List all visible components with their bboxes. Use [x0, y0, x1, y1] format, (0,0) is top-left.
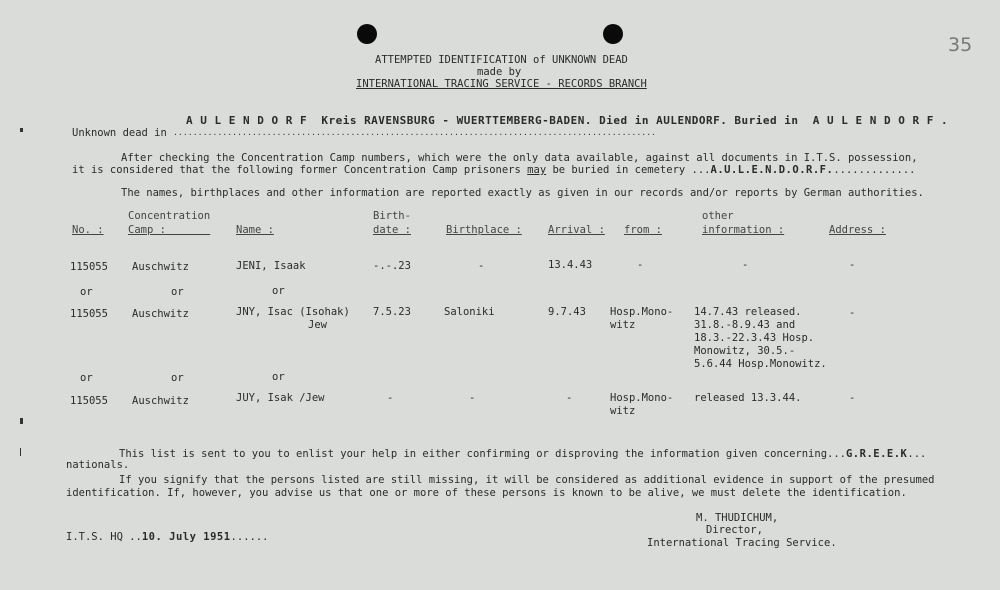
- punch-hole-left: [357, 24, 377, 44]
- unknown-dead-dots: ..................................................................................................: [173, 127, 657, 137]
- col-header-name: Name :: [236, 224, 274, 236]
- row-other: -: [742, 259, 749, 271]
- or-label: or: [171, 286, 184, 298]
- row-address: -: [849, 259, 856, 271]
- col-header-from: from :: [624, 224, 662, 236]
- row-other: released 13.3.44.: [694, 392, 802, 404]
- row-from: Hosp.Mono-: [610, 392, 674, 404]
- row-birthdate: 7.5.23: [373, 306, 411, 318]
- intro-line-2: it is considered that the following former Concentration Camp prisoners may be buried in cemetery ...A.U.L.E.N.D.O.R.F..............: [72, 164, 916, 176]
- its-hq-date: I.T.S. HQ ..10. July 1951......: [66, 531, 269, 543]
- row-other-2: 31.8.-8.9.43 and: [694, 319, 796, 331]
- row-camp: Auschwitz: [132, 308, 189, 320]
- row-other-3: 18.3.-22.3.43 Hosp.: [694, 332, 815, 344]
- row-from-2: witz: [610, 319, 636, 331]
- col-header-birth-top: Birth-: [373, 210, 411, 222]
- signature-organization: International Tracing Service.: [647, 537, 837, 549]
- row-name: JNY, Isac (Isohak): [236, 306, 350, 318]
- unknown-dead-label: Unknown dead in: [72, 127, 167, 139]
- row-from: -: [637, 259, 644, 271]
- header-organization: INTERNATIONAL TRACING SERVICE - RECORDS BRANCH: [356, 78, 647, 90]
- header-made-by: made by: [477, 66, 522, 78]
- row-birthdate: -: [387, 392, 394, 404]
- unknown-dead-location: A U L E N D O R F Kreis RAVENSBURG - WUERTTEMBERG-BADEN. Died in AULENDORF. Buried in A U L E N D O R F .: [186, 114, 949, 127]
- page-number: 35: [948, 34, 973, 56]
- row-other-5: 5.6.44 Hosp.Monowitz.: [694, 358, 827, 370]
- col-header-camp: Camp :: [128, 224, 166, 236]
- row-camp: Auschwitz: [132, 261, 189, 273]
- col-header-address: Address :: [829, 224, 886, 236]
- row-other: 14.7.43 released.: [694, 306, 802, 318]
- row-address: -: [849, 307, 856, 319]
- row-birthdate: -.-.23: [373, 260, 411, 272]
- margin-mark: [20, 128, 23, 132]
- row-no: 115055: [70, 395, 108, 407]
- row-camp: Auschwitz: [132, 395, 189, 407]
- col-header-birthplace: Birthplace :: [446, 224, 522, 236]
- col-header-other-top: other: [702, 210, 734, 222]
- header-title: ATTEMPTED IDENTIFICATION of UNKNOWN DEAD: [375, 54, 628, 66]
- signature-name: M. THUDICHUM,: [696, 512, 779, 524]
- row-birthplace: -: [478, 260, 485, 272]
- col-header-arrival: Arrival :: [548, 224, 605, 236]
- col-header-other: information :: [702, 224, 785, 236]
- row-arrival: 13.4.43: [548, 259, 593, 271]
- footer-para-1-line-2: nationals.: [66, 459, 130, 471]
- intro-line-3: The names, birthplaces and other information are reported exactly as given in our records and/or reports by German authorities.: [121, 187, 924, 199]
- row-name-2: Jew: [308, 319, 327, 331]
- signature-title: Director,: [706, 524, 763, 536]
- margin-mark: [20, 448, 21, 456]
- row-other-4: Monowitz, 30.5.-: [694, 345, 796, 357]
- punch-hole-right: [603, 24, 623, 44]
- row-from-2: witz: [610, 405, 636, 417]
- col-header-no: No. :: [72, 224, 104, 236]
- row-arrival: 9.7.43: [548, 306, 586, 318]
- row-no: 115055: [70, 261, 108, 273]
- row-no: 115055: [70, 308, 108, 320]
- margin-mark: [20, 418, 23, 424]
- col-header-camp-top: Concentration: [128, 210, 211, 222]
- intro-line-1: After checking the Concentration Camp numbers, which were the only data available, against all documents in I.T.S. possession,: [121, 152, 918, 164]
- row-arrival: -: [566, 392, 573, 404]
- or-label: or: [80, 286, 93, 298]
- or-label: or: [272, 285, 285, 297]
- or-label: or: [80, 372, 93, 384]
- footer-para-2-line-1: If you signify that the persons listed are still missing, it will be considered as additional evidence in support of the presumed: [119, 474, 935, 486]
- row-birthplace: -: [469, 392, 476, 404]
- footer-para-2-line-2: identification. If, however, you advise us that one or more of these persons is known to be alive, we must delete the identification.: [66, 487, 907, 499]
- or-label: or: [272, 371, 285, 383]
- row-from: Hosp.Mono-: [610, 306, 674, 318]
- row-address: -: [849, 392, 856, 404]
- row-birthplace: Saloniki: [444, 306, 495, 318]
- row-name: JENI, Isaak: [236, 260, 306, 272]
- footer-para-1-line-1: This list is sent to you to enlist your help in either confirming or disproving the information given concerning...G.R.E.E.K...: [119, 448, 927, 460]
- col-header-birthdate: date :: [373, 224, 411, 236]
- or-label: or: [171, 372, 184, 384]
- row-name: JUY, Isak /Jew: [236, 392, 325, 404]
